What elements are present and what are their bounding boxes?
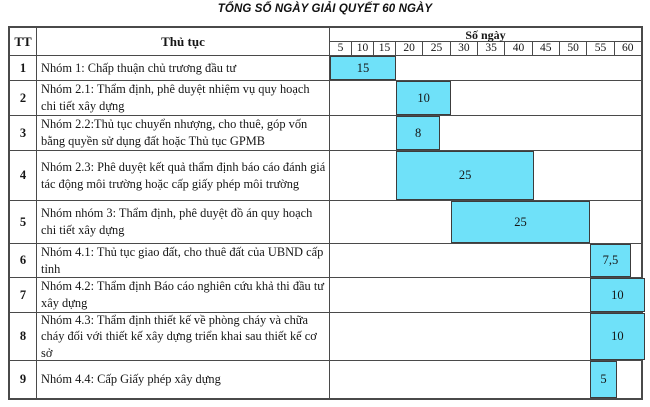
procedure-label: Nhóm nhóm 3: Thẩm định, phê duyệt đồ án quy hoạch chi tiết xây dựng: [37, 201, 330, 243]
gantt-track: [330, 244, 641, 277]
row-number: 4: [10, 151, 37, 200]
gantt-bar: [451, 201, 589, 243]
gantt-bar: [590, 244, 632, 277]
bar-value: 25: [514, 214, 527, 229]
procedure-label: Nhóm 2.2:Thủ tục chuyển nhượng, cho thuê, góp vốn bằng quyền sử dụng đất hoặc Thủ tục GPMB: [37, 116, 330, 150]
gantt-bar: [396, 81, 451, 115]
col-header-tt: TT: [10, 28, 37, 55]
table-row: [10, 116, 641, 151]
table-row: [10, 201, 641, 244]
row-number: 5: [10, 201, 37, 243]
bar-value: 10: [611, 329, 624, 344]
bar-value: 10: [611, 287, 624, 302]
table-row: [10, 81, 641, 116]
day-tick: 35: [478, 42, 505, 55]
bar-value: 15: [356, 60, 370, 75]
procedure-label: Nhóm 4.4: Cấp Giấy phép xây dựng: [37, 361, 330, 398]
day-tick: 40: [505, 42, 532, 55]
row-number: 8: [10, 313, 37, 360]
day-tick: 10: [352, 42, 374, 55]
gantt-track: [330, 151, 641, 200]
bar-value: 8: [415, 125, 422, 140]
row-number: 9: [10, 361, 37, 398]
table-row: [10, 56, 641, 81]
bar-value: 10: [417, 90, 430, 105]
gantt-bar: [590, 313, 645, 360]
row-number: 1: [10, 56, 37, 80]
day-tick: 15: [374, 42, 396, 55]
row-number: 7: [10, 278, 37, 312]
gantt-bar: [590, 278, 645, 312]
bar-value: 5: [600, 372, 607, 387]
gantt-table: [8, 26, 643, 400]
table-row: [10, 278, 641, 313]
row-number: 6: [10, 244, 37, 277]
gantt-track: [330, 116, 641, 150]
bar-value: 25: [458, 168, 472, 183]
procedure-label: Nhóm 2.3: Phê duyệt kết quả thẩm định báo cáo đánh giá tác động môi trường hoặc cấp giấy phép môi trường: [37, 151, 330, 200]
bar-value: 7,5: [602, 253, 619, 268]
gantt-track: [330, 56, 641, 80]
procedure-label: Nhóm 2.1: Thẩm định, phê duyệt nhiệm vụ quy hoạch chi tiết xây dựng: [37, 81, 330, 115]
gantt-bar: [330, 56, 396, 80]
procedure-label: Nhóm 4.2: Thẩm định Báo cáo nghiên cứu khả thi đầu tư xây dựng: [37, 278, 330, 312]
table-row: [10, 361, 641, 398]
gantt-bar: [396, 151, 534, 200]
day-tick: 5: [330, 42, 352, 55]
procedure-label: Nhóm 4.1: Thủ tục giao đất, cho thuê đất của UBND cấp tỉnh: [37, 244, 330, 277]
procedure-label: Nhóm 4.3: Thẩm định thiết kế về phòng cháy và chữa cháy đối với thiết kế xây dựng triển khai sau thiết kế cơ sở: [37, 313, 330, 360]
table-row: [10, 244, 641, 278]
gantt-track: [330, 278, 641, 312]
rows-container: [10, 56, 641, 398]
col-header-days-group: [330, 28, 641, 55]
gantt-bar: [590, 361, 618, 398]
gantt-track: [330, 313, 641, 360]
day-tick: 55: [587, 42, 614, 55]
day-tick: 25: [423, 42, 450, 55]
col-header-procedure: Thủ tục: [37, 28, 330, 55]
row-number: 2: [10, 81, 37, 115]
gantt-track: [330, 201, 641, 243]
gantt-track: [330, 81, 641, 115]
day-tick: 60: [622, 41, 634, 54]
table-row: [10, 313, 641, 361]
day-tick: 20: [396, 42, 423, 55]
procedure-label: Nhóm 1: Chấp thuận chủ trương đầu tư: [37, 56, 330, 80]
gantt-track: [330, 361, 641, 398]
table-row: [10, 151, 641, 201]
col-header-days: Số ngày: [330, 28, 641, 42]
day-axis: [330, 42, 641, 55]
gantt-bar: [396, 116, 440, 150]
day-tick: 30: [451, 42, 478, 55]
chart-title: TỔNG SỐ NGÀY GIẢI QUYẾT 60 NGÀY: [217, 3, 433, 15]
day-tick: 45: [533, 42, 560, 55]
header-row: [10, 28, 641, 56]
day-tick: 50: [560, 42, 587, 55]
row-number: 3: [10, 116, 37, 150]
